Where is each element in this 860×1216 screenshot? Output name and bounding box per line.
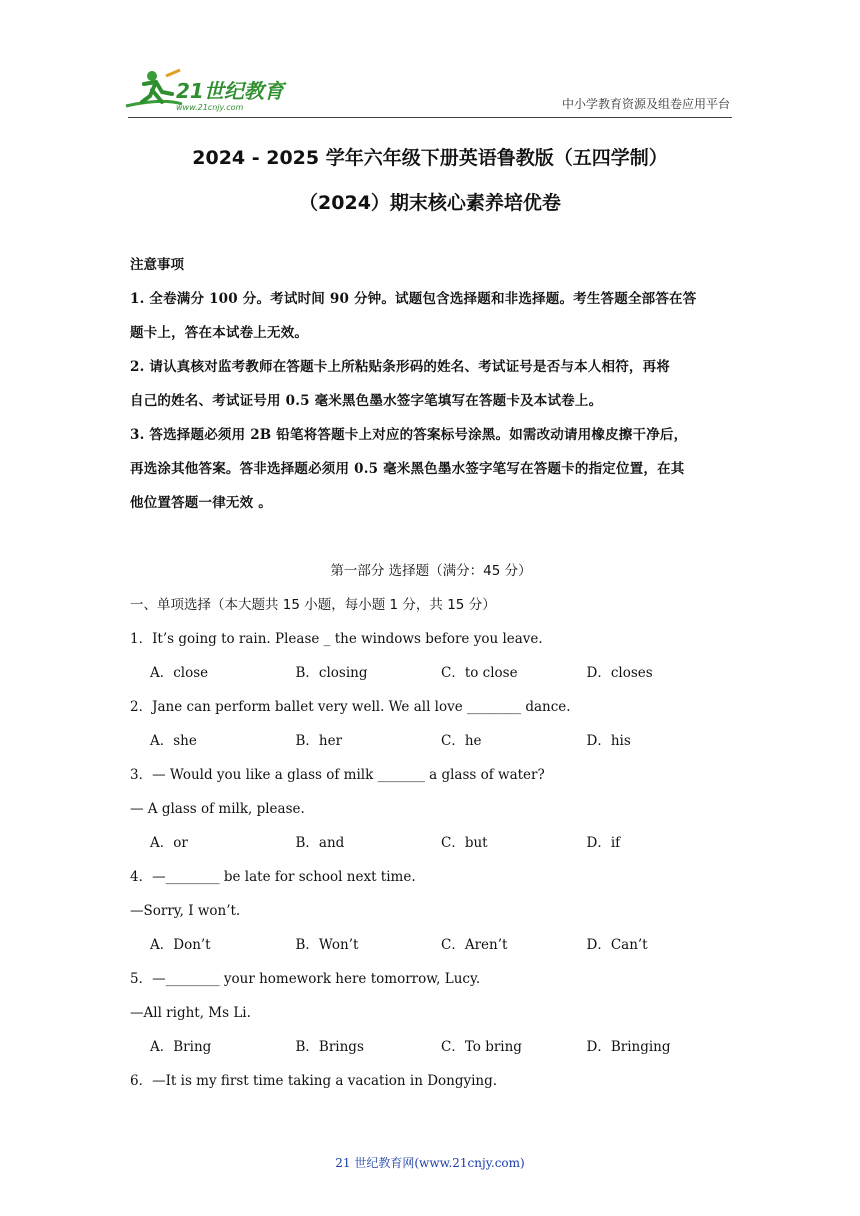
option-b: B．Won’t <box>295 937 359 953</box>
option-c: C．Aren’t <box>441 937 508 953</box>
option-b: B．Brings <box>295 1039 364 1055</box>
exam-content <box>130 248 732 1098</box>
header-divider <box>128 117 732 118</box>
exam-title-line-1: 2024 - 2025 学年六年级下册英语鲁教版（五四学制） <box>192 147 668 169</box>
option-d: D．if <box>586 835 621 851</box>
notice-line: 3. 答选择题必须用 2B 铅笔将答题卡上对应的答案标号涂黑。如需改动请用橡皮擦干净后， <box>130 427 688 443</box>
notice-line: 2. 请认真核对监考教师在答题卡上所粘贴条形码的姓名、考试证号是否与本人相符，再将 <box>130 359 670 375</box>
option-d: D．Can’t <box>586 937 648 953</box>
option-a: A．Don’t <box>150 937 211 953</box>
question-3 <box>130 758 732 860</box>
option-a: A．or <box>150 835 188 851</box>
question-text: 1．It’s going to rain. Please _ the windows before you leave. <box>130 631 543 647</box>
logo-url-text: www.21cnjy.com <box>176 103 244 112</box>
logo-text: 21世纪教育 <box>176 79 284 103</box>
option-c: C．To bring <box>441 1039 522 1055</box>
option-c: C．he <box>441 733 482 749</box>
platform-name: 中小学教育资源及组卷应用平台 <box>561 97 730 111</box>
options-row <box>130 826 732 860</box>
notice-line: 自己的姓名、考试证号用 0.5 毫米黑色墨水签字笔填写在答题卡及本试卷上。 <box>130 393 603 409</box>
page-footer[interactable]: 21 世纪教育网(www.21cnjy.com) <box>335 1156 525 1170</box>
notice-line: 题卡上，答在本试卷上无效。 <box>130 325 309 341</box>
question-reply: —Sorry, I won’t. <box>130 903 241 919</box>
question-1 <box>130 622 732 690</box>
notice-line: 1. 全卷满分 100 分。考试时间 90 分钟。试题包含选择题和非选择题。考生答题全部答在答 <box>130 291 697 307</box>
question-text: 6．—It is my first time taking a vacation in Dongying. <box>130 1073 498 1089</box>
notice-section <box>130 248 732 520</box>
question-reply: —All right, Ms Li. <box>130 1005 251 1021</box>
question-text: 3．— Would you like a glass of milk _______ a glass of water? <box>130 767 545 783</box>
notice-line: 他位置答题一律无效 。 <box>130 495 272 511</box>
exam-title-line-2: （2024）期末核心素养培优卷 <box>299 192 561 214</box>
option-a: A．close <box>150 665 209 681</box>
section-title: 一、单项选择（本大题共 15 小题，每小题 1 分，共 15 分） <box>130 597 496 613</box>
option-c: C．to close <box>441 665 518 681</box>
question-text: 4．—________ be late for school next time. <box>130 869 416 885</box>
page-header <box>0 0 860 120</box>
question-text: 5．—________ your homework here tomorrow, Lucy. <box>130 971 481 987</box>
option-c: C．but <box>441 835 488 851</box>
notice-line: 再选涂其他答案。答非选择题必须用 0.5 毫米黑色墨水签字笔写在答题卡的指定位置，在其 <box>130 461 685 477</box>
part-title: 第一部分 选择题（满分：45 分） <box>330 563 532 579</box>
option-b: B．and <box>295 835 345 851</box>
question-2 <box>130 690 732 758</box>
options-row <box>130 656 732 690</box>
question-reply: — A glass of milk, please. <box>130 801 305 817</box>
option-a: A．Bring <box>150 1039 212 1055</box>
option-b: B．closing <box>295 665 368 681</box>
options-row <box>130 1030 732 1064</box>
question-5 <box>130 962 732 1064</box>
option-a: A．she <box>150 733 197 749</box>
options-row <box>130 928 732 962</box>
notice-label: 注意事项 <box>130 257 184 273</box>
option-b: B．her <box>295 733 343 749</box>
option-d: D．his <box>586 733 631 749</box>
question-4 <box>130 860 732 962</box>
option-d: D．Bringing <box>586 1039 671 1055</box>
options-row <box>130 724 732 758</box>
question-text: 2．Jane can perform ballet very well. We all love ________ dance. <box>130 699 571 715</box>
21cnjy-logo <box>122 68 292 114</box>
question-6 <box>130 1064 732 1098</box>
option-d: D．closes <box>586 665 653 681</box>
